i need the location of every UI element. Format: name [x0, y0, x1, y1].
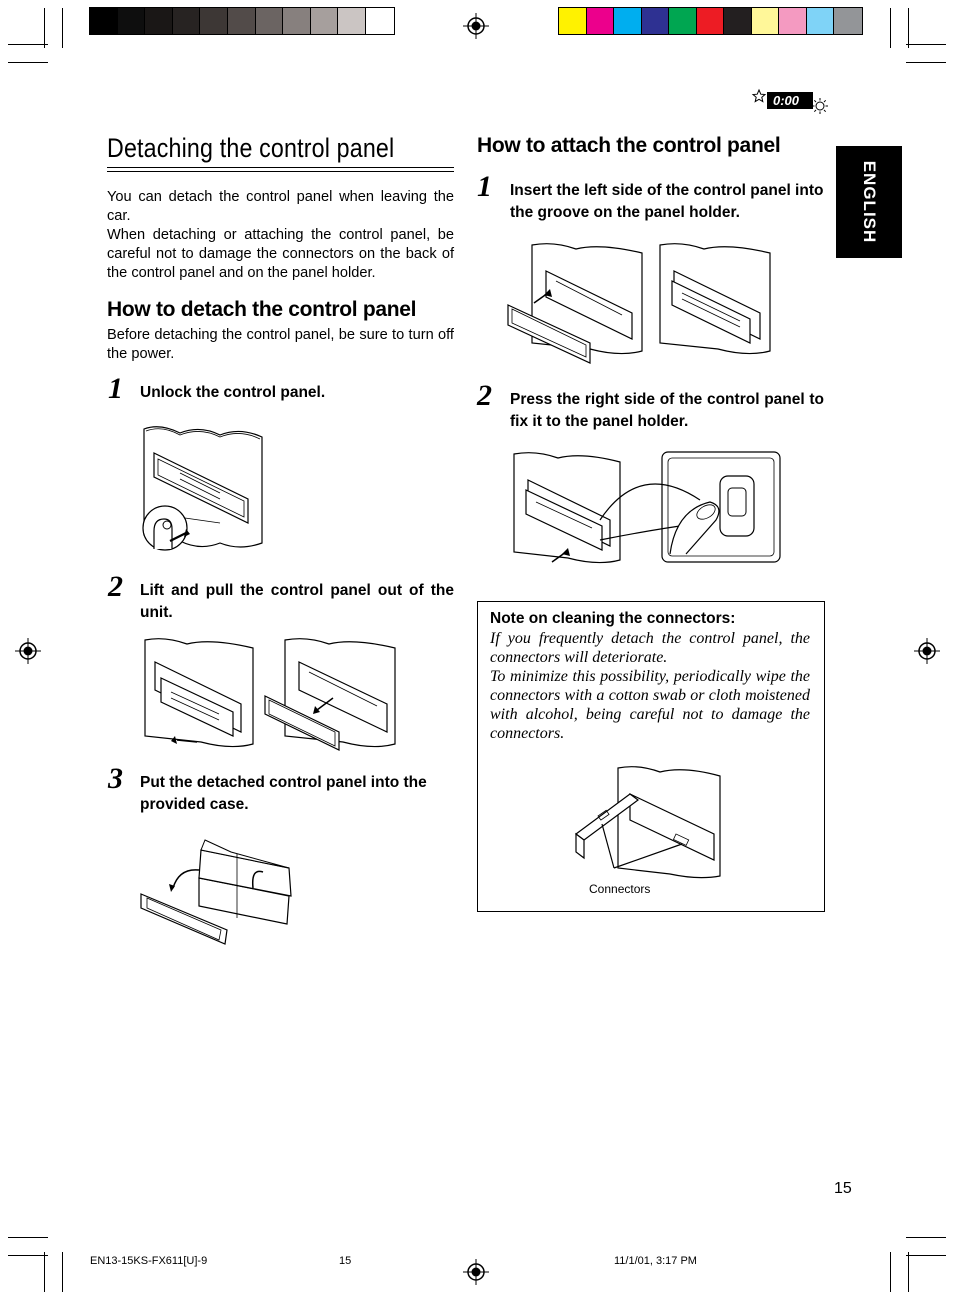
step-number: 2: [477, 379, 492, 412]
star-icon: [752, 89, 766, 103]
gray-swatch: [145, 8, 173, 34]
gray-swatch: [90, 8, 118, 34]
attach-heading: How to attach the control panel: [477, 134, 781, 157]
gray-swatch: [338, 8, 366, 34]
color-swatch: [807, 8, 835, 34]
press-panel-illustration: [510, 450, 782, 568]
color-swatch: [642, 8, 670, 34]
color-swatch: [614, 8, 642, 34]
step-number: 3: [108, 762, 123, 795]
insert-panel-illustration-1: [506, 241, 646, 371]
color-swatch: [587, 8, 615, 34]
gray-swatch: [283, 8, 311, 34]
intro-paragraph: You can detach the control panel when leaving the car.: [107, 189, 454, 224]
pull-panel-illustration-2: [263, 636, 399, 752]
footer-file: EN13-15KS-FX611[U]-9: [90, 1255, 208, 1267]
sun-icon: [812, 98, 828, 114]
footer-page: 15: [339, 1255, 352, 1267]
language-tab-label: ENGLISH: [860, 160, 879, 244]
color-swatch: [724, 8, 752, 34]
registration-target-icon: [914, 638, 940, 664]
connectors-illustration: [574, 764, 724, 880]
color-swatch: [697, 8, 725, 34]
color-swatch: [834, 8, 862, 34]
note-paragraph: To minimize this possibility, periodically wipe the connectors with a cotton swab or cloth moistened with alcohol, being careful not to damage the connectors.: [490, 668, 810, 742]
gray-swatch: [200, 8, 228, 34]
clock-ignition-indicator: [752, 88, 828, 114]
registration-target-icon: [463, 1259, 489, 1285]
step-number: 1: [108, 372, 123, 405]
clock-display: [767, 92, 813, 109]
title-rule: [107, 167, 454, 168]
step-text: Insert the left side of the control panel into the groove on the panel holder.: [510, 182, 824, 221]
gray-swatch: [366, 8, 394, 34]
registration-target-icon: [15, 638, 41, 664]
note-box: [477, 601, 825, 912]
color-swatch: [669, 8, 697, 34]
step-text: Put the detached control panel into the provided case.: [140, 774, 427, 813]
connectors-caption: Connectors: [589, 882, 651, 896]
footer-date: 11/1/01, 3:17 PM: [614, 1255, 697, 1267]
gray-swatch: [228, 8, 256, 34]
note-paragraph: If you frequently detach the control panel, the connectors will deteriorate.: [490, 630, 810, 666]
step-text: Lift and pull the control panel out of the unit.: [140, 582, 454, 621]
note-title: Note on cleaning the connectors:: [490, 610, 736, 627]
pull-panel-illustration-1: [141, 636, 257, 752]
intro-paragraph: When detaching or attaching the control panel, be careful not to damage the connectors on the back of the control panel and on the panel holder.: [107, 227, 454, 281]
unlock-panel-illustration: [140, 423, 270, 553]
detach-heading: How to detach the control panel: [107, 298, 417, 321]
page-number: 15: [834, 1180, 852, 1197]
registration-target-icon: [463, 13, 489, 39]
gray-swatch: [256, 8, 284, 34]
title-rule: [107, 171, 454, 172]
step-text: Press the right side of the control panel to fix it to the panel holder.: [510, 391, 824, 430]
step-number: 1: [477, 170, 492, 203]
language-tab: [836, 146, 902, 258]
gray-swatch: [118, 8, 146, 34]
color-swatch: [779, 8, 807, 34]
detach-intro: Before detaching the control panel, be sure to turn off the power.: [107, 327, 454, 362]
gray-swatch: [173, 8, 201, 34]
clock-text: 0:00: [773, 93, 800, 108]
color-swatch: [752, 8, 780, 34]
storage-case-illustration: [139, 838, 297, 950]
step-number: 2: [108, 570, 123, 603]
step-text: Unlock the control panel.: [140, 384, 326, 401]
insert-panel-illustration-2: [656, 241, 774, 359]
page-title: Detaching the control panel: [107, 133, 395, 163]
color-swatch: [559, 8, 587, 34]
gray-swatch: [311, 8, 339, 34]
